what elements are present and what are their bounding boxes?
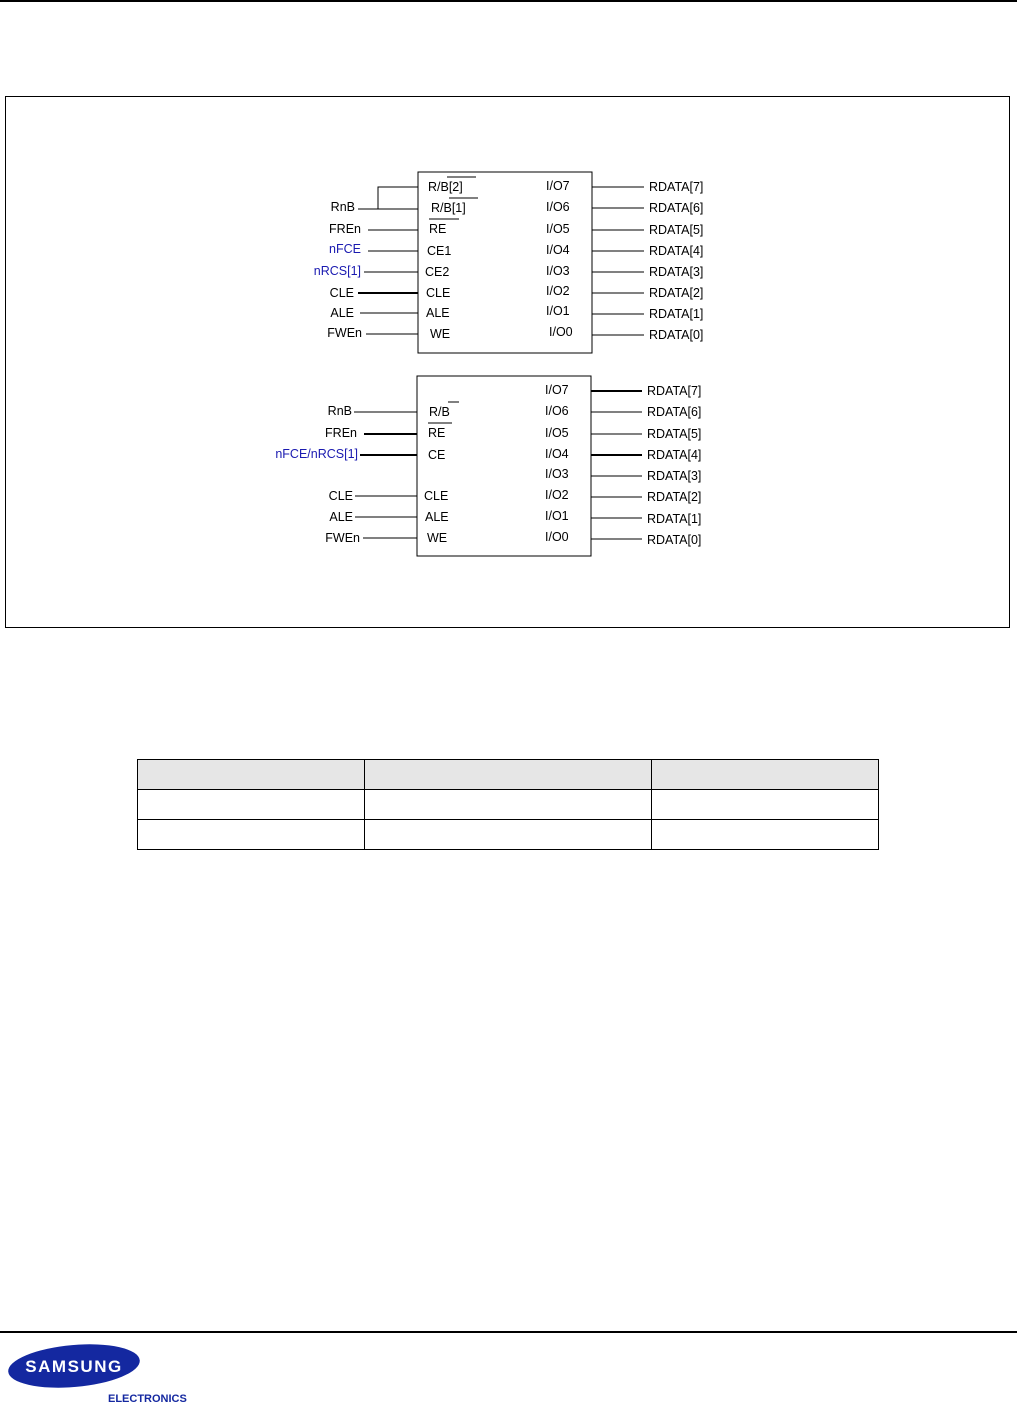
chip1-signal-nfce: nFCE — [329, 242, 361, 256]
samsung-logo-text: SAMSUNG — [25, 1357, 123, 1376]
table-header-cell — [652, 760, 879, 790]
chip2-right-wires — [591, 391, 642, 539]
chip2-pin-io7: I/O7 — [545, 383, 569, 397]
chip1-signal-rdata7: RDATA[7] — [649, 180, 704, 194]
chip1-pin-we: WE — [430, 327, 451, 341]
chip1-pin-io0: I/O0 — [549, 325, 573, 339]
table-cell — [652, 820, 879, 850]
chip1-pin-io3: I/O3 — [546, 264, 570, 278]
chip2-signal-rdata1: RDATA[1] — [647, 512, 702, 526]
samsung-electronics-text: ELECTRONICS — [108, 1393, 187, 1402]
nand-connection-diagram — [5, 96, 1010, 628]
chip1-signal-rnb: RnB — [330, 200, 355, 214]
table-row — [138, 820, 879, 850]
table-row — [138, 790, 879, 820]
chip1-signal-rdata4: RDATA[4] — [649, 244, 704, 258]
chip1-signal-ale: ALE — [330, 306, 354, 320]
chip2-signal-fren: FREn — [325, 426, 357, 440]
chip2-pin-we: WE — [427, 531, 448, 545]
chip1-pin-io7: I/O7 — [546, 179, 570, 193]
chip2-signal-cle: CLE — [328, 489, 353, 503]
chip1-pin-rb2: R/B[2] — [428, 180, 463, 194]
chip2-pin-ce: CE — [428, 448, 446, 462]
chip2-pin-ale: ALE — [425, 510, 449, 524]
chip1-pin-ce2: CE2 — [425, 265, 450, 279]
chip1-signal-rdata5: RDATA[5] — [649, 223, 704, 237]
chip1-signal-cle: CLE — [329, 286, 354, 300]
chip1-signal-fwen: FWEn — [327, 326, 362, 340]
table-header-row — [138, 760, 879, 790]
chip1-pin-ce1: CE1 — [427, 244, 452, 258]
chip1-signal-nrcs1: nRCS[1] — [313, 264, 361, 278]
chip1-signal-rdata3: RDATA[3] — [649, 265, 704, 279]
chip2-signal-rdata7: RDATA[7] — [647, 384, 702, 398]
table-cell — [138, 790, 365, 820]
chip2-pin-io3: I/O3 — [545, 467, 569, 481]
table-cell — [652, 790, 879, 820]
samsung-logo — [8, 1344, 208, 1402]
chip2-left-wires — [354, 412, 417, 538]
nand-chip-2 — [417, 376, 591, 556]
empty-table — [137, 759, 879, 850]
chip2-pin-io6: I/O6 — [545, 404, 569, 418]
chip2-signal-rdata4: RDATA[4] — [647, 448, 702, 462]
table-header-cell — [138, 760, 365, 790]
chip2-signal-rdata0: RDATA[0] — [647, 533, 702, 547]
table-header-cell — [364, 760, 652, 790]
chip2-signal-rdata6: RDATA[6] — [647, 405, 702, 419]
chip2-pin-io2: I/O2 — [545, 488, 569, 502]
chip1-signal-rdata2: RDATA[2] — [649, 286, 704, 300]
chip2-signal-rdata5: RDATA[5] — [647, 427, 702, 441]
chip1-pin-io5: I/O5 — [546, 222, 570, 236]
schematic — [6, 97, 1011, 629]
chip1-pin-re: RE — [429, 222, 447, 236]
chip2-signal-rdata3: RDATA[3] — [647, 469, 702, 483]
table-cell — [364, 820, 652, 850]
chip1-signal-rdata0: RDATA[0] — [649, 328, 704, 342]
footer-rule — [0, 1331, 1017, 1333]
chip2-pin-rb: R/B — [429, 405, 450, 419]
chip2-signal-fwen: FWEn — [325, 531, 360, 545]
chip2-signal-ale: ALE — [329, 510, 353, 524]
chip2-pin-io1: I/O1 — [545, 509, 569, 523]
chip2-signal-rnb: RnB — [327, 404, 352, 418]
chip1-right-wires — [592, 187, 644, 335]
table-cell — [138, 820, 365, 850]
chip2-pin-io4: I/O4 — [545, 447, 569, 461]
chip2-signal-nfce-nrcs1: nFCE/nRCS[1] — [275, 447, 358, 461]
chip2-signal-rdata2: RDATA[2] — [647, 490, 702, 504]
chip1-pin-io4: I/O4 — [546, 243, 570, 257]
chip1-signal-fren: FREn — [329, 222, 361, 236]
chip1-pin-cle: CLE — [426, 286, 451, 300]
chip2-pin-re: RE — [428, 426, 446, 440]
chip1-pin-rb1: R/B[1] — [431, 201, 466, 215]
chip1-left-wires — [358, 187, 418, 334]
chip2-pin-io0: I/O0 — [545, 530, 569, 544]
chip2-pin-cle: CLE — [424, 489, 449, 503]
chip1-pin-io2: I/O2 — [546, 284, 570, 298]
chip1-pin-ale: ALE — [426, 306, 450, 320]
chip1-signal-rdata1: RDATA[1] — [649, 307, 704, 321]
chip1-signal-rdata6: RDATA[6] — [649, 201, 704, 215]
chip1-pin-io6: I/O6 — [546, 200, 570, 214]
top-rule — [0, 0, 1017, 2]
chip1-pin-io1: I/O1 — [546, 304, 570, 318]
chip2-pin-io5: I/O5 — [545, 426, 569, 440]
table-cell — [364, 790, 652, 820]
